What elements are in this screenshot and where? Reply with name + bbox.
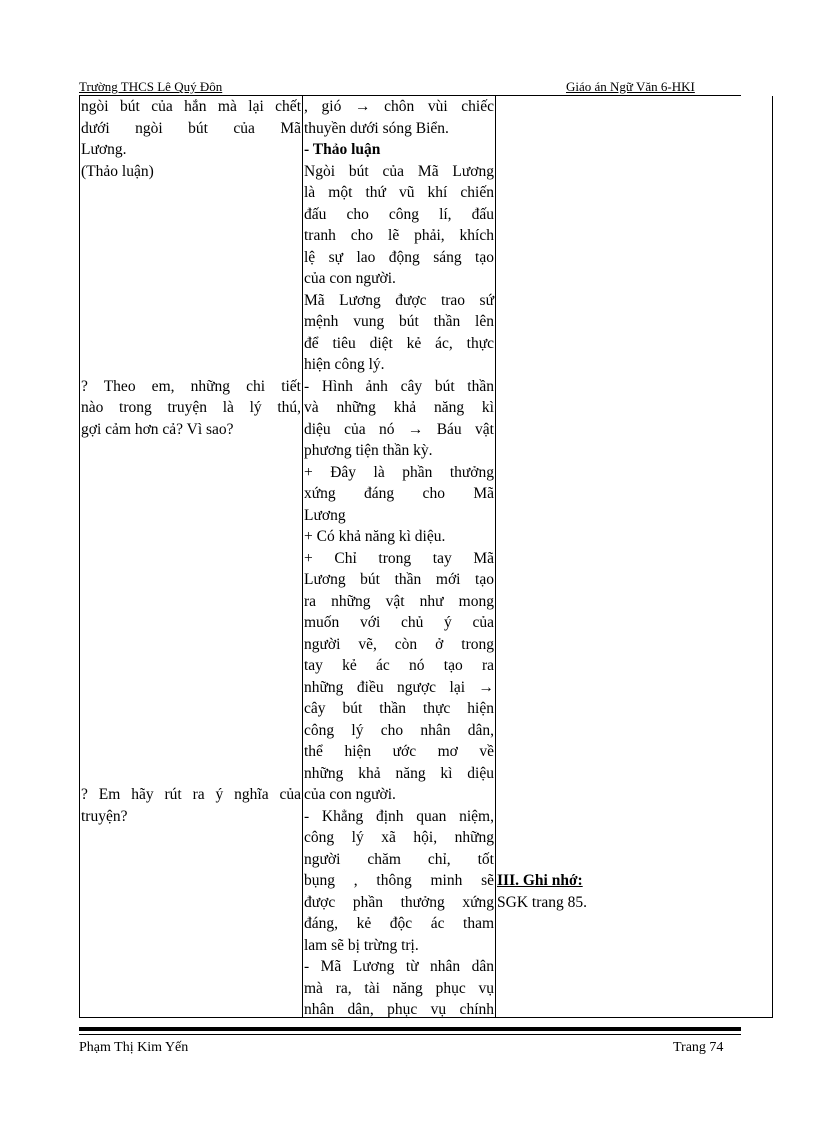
col2-line: thể hiện ước mơ về [304,743,494,760]
col1-line: nào trong truyện là lý thú, [81,399,301,416]
col2-line: của con người. [304,270,396,287]
col2-line: - Thảo luận [304,141,381,158]
col2-line: những khả năng kì diệu [304,764,494,782]
col2-line: Lương bút thần mới tạo [304,571,494,588]
col2-line: để tiêu diệt kẻ ác, thực [304,334,494,352]
col2-line: mệnh vung bút thần lên [304,313,494,330]
col2-line: + Có khả năng kì diệu. [304,528,446,545]
col2-line: lệ sự lao động sáng tạo [304,248,494,266]
col2-line: được phần thưởng xứng [304,893,494,911]
col2-line: Lương [304,506,346,524]
col3-line: SGK trang 85. [497,893,587,911]
col1-line: (Thảo luận) [81,162,154,180]
col2-line: đáng, kẻ độc ác tham [304,915,494,932]
page-number: Trang 74 [673,1040,724,1055]
col2-line: hiện công lý. [304,356,385,373]
col1-line: truyện? [81,807,128,825]
footer-divider-thick [79,1027,741,1031]
school-name: Trường THCS Lê Quý Đôn [79,79,223,94]
col2-line: muốn với chủ ý của [304,614,494,631]
col2-line: của con người. [304,786,396,803]
col2-line: là một thứ vũ khí chiến [304,184,494,201]
col2-line: Mã Lương được trao sứ [304,291,494,309]
col2-line: mà ra, tài năng phục vụ [304,979,494,997]
col2-line: ra những vật như mong [304,592,494,610]
col2-line: + Đây là phần thưởng [304,463,494,481]
col2-line: , gió → chôn vùi chiếc [304,98,494,115]
col2-line: người chăm chỉ, tốt [304,850,494,868]
col2-line: nhân dân, phục vụ chính [304,1001,494,1018]
col1-line: ? Theo em, những chi tiết [81,377,301,395]
col2-line: và những khả năng kì [304,399,494,416]
col2-line: người vẽ, còn ở trong [304,635,494,653]
teacher-activity-column [80,96,303,1017]
col2-line: công lý cho nhân dân, [304,721,494,739]
col2-line: - Mã Lương từ nhân dân [304,958,494,975]
notes-column [496,96,772,1017]
col2-line: tranh cho lẽ phải, khích [304,227,494,244]
col2-line: tay kẻ ác nó tạo ra [304,657,494,674]
col2-line: lam sẽ bị trừng trị. [304,936,419,954]
author-name: Phạm Thị Kim Yến [79,1040,189,1055]
col1-line: Lương. [81,141,127,158]
col2-line: Ngòi bút của Mã Lương [304,162,494,180]
col1-line: dưới ngòi bút của Mã [81,119,301,137]
col2-line: những điều ngược lại → [304,678,494,696]
col2-line: - Khẳng định quan niệm, [304,807,494,825]
content-column [303,96,496,1017]
col1-line: ngòi bút của hắn mà lại chết [81,98,301,115]
subject-title: Giáo án Ngữ Văn 6-HKI [566,79,695,94]
col2-line: thuyền dưới sóng Biển. [304,119,449,137]
col3-line: III. Ghi nhớ: [497,872,583,889]
col2-line: bụng , thông minh sẽ [304,872,494,889]
footer-divider-thin [79,1034,741,1035]
col1-line: gợi cảm hơn cả? Vì sao? [81,420,234,438]
col2-line: + Chỉ trong tay Mã [304,549,494,567]
col2-line: phương tiện thần kỳ. [304,442,433,459]
col2-line: cây bút thần thực hiện [304,700,494,717]
col2-line: công lý xã hội, những [304,829,494,846]
col1-line: ? Em hãy rút ra ý nghĩa của [81,786,301,803]
lesson-table [79,96,773,1018]
col2-line: - Hình ảnh cây bút thần [304,377,494,395]
col2-line: đấu cho công lí, đấu [304,205,494,223]
col2-line: xứng đáng cho Mã [304,485,494,502]
col2-line: diệu của nó → Báu vật [304,420,494,438]
